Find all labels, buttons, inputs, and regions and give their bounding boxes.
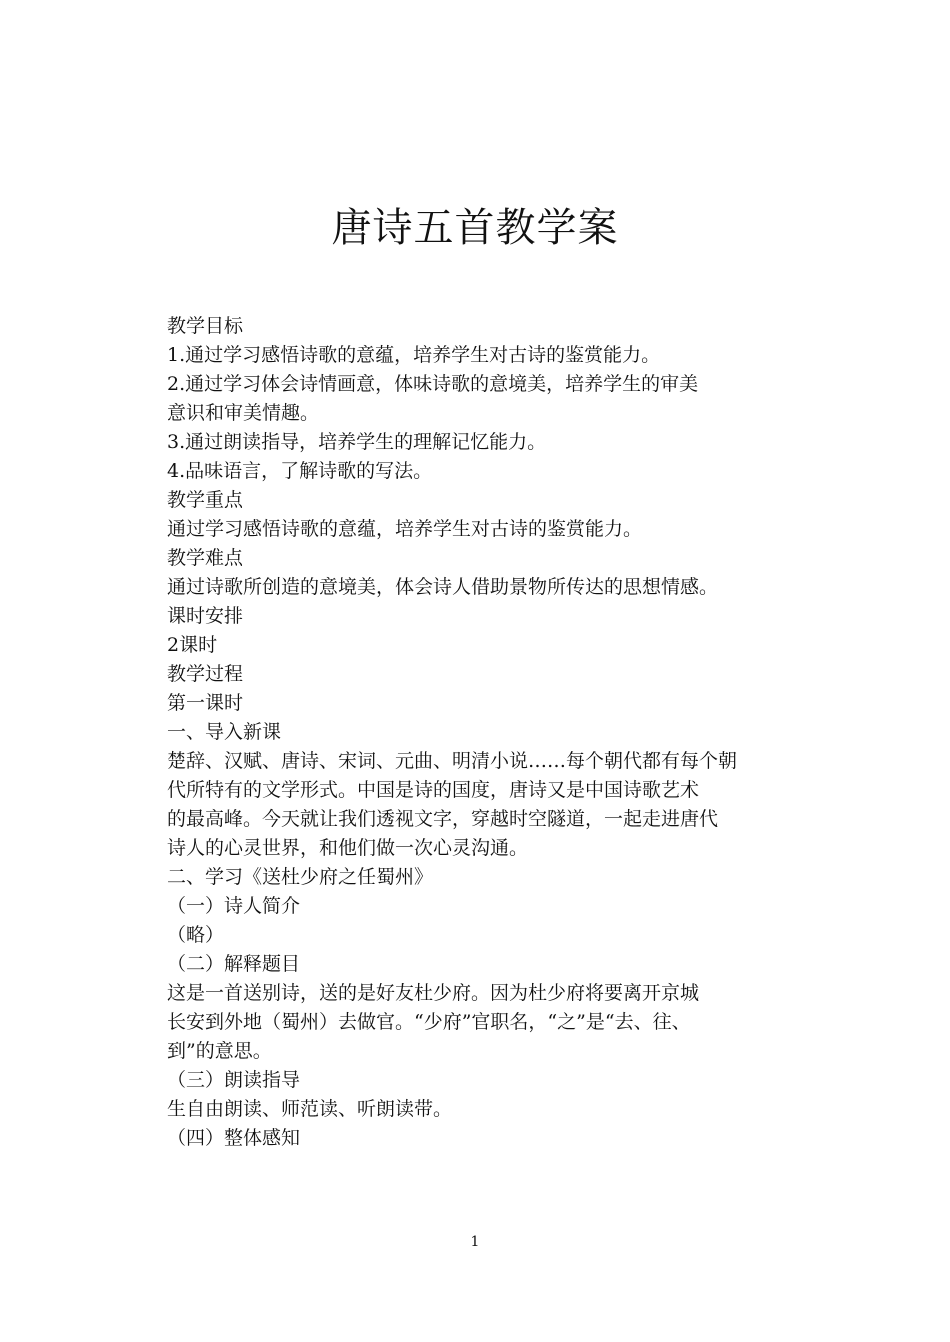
section-heading-objectives: 教学目标 (167, 315, 244, 337)
text-line: 第一课时 (167, 692, 244, 714)
document-title: 唐诗五首教学案 (331, 205, 619, 251)
text-line: 2.通过学习体会诗情画意，体味诗歌的意境美，培养学生的审美 (167, 373, 699, 395)
document-body (167, 312, 807, 1153)
text-line: 这是一首送别诗，送的是好友杜少府。因为杜少府将要离开京城 (167, 982, 700, 1004)
text-line: （略） (167, 924, 225, 946)
text-line: 诗人的心灵世界，和他们做一次心灵沟通。 (167, 837, 529, 859)
text-line: 代所特有的文学形式。中国是诗的国度，唐诗又是中国诗歌艺术 (167, 779, 700, 801)
text-line: （二）解释题目 (167, 953, 301, 975)
text-line: 一、导入新课 (167, 721, 282, 743)
text-line: （三）朗读指导 (167, 1069, 301, 1091)
section-heading-schedule: 课时安排 (167, 605, 244, 627)
page-number: 1 (470, 1234, 480, 1250)
text-line: 通过学习感悟诗歌的意蕴，培养学生对古诗的鉴赏能力。 (167, 518, 643, 540)
text-line: （四）整体感知 (167, 1127, 301, 1149)
text-line: 意识和审美情趣。 (167, 402, 320, 424)
text-line: 通过诗歌所创造的意境美，体会诗人借助景物所传达的思想情感。 (167, 576, 719, 598)
text-line: 的最高峰。今天就让我们透视文字，穿越时空隧道，一起走进唐代 (167, 808, 719, 830)
text-line: 3.通过朗读指导，培养学生的理解记忆能力。 (167, 431, 547, 453)
text-line: 1.通过学习感悟诗歌的意蕴，培养学生对古诗的鉴赏能力。 (167, 344, 661, 366)
text-line: 2课时 (167, 634, 218, 656)
text-line: 二、学习《送杜少府之任蜀州》 (167, 866, 434, 888)
text-line: （一）诗人简介 (167, 895, 301, 917)
section-heading-difficulties: 教学难点 (167, 547, 244, 569)
section-heading-key-points: 教学重点 (167, 489, 244, 511)
text-line: 4.品味语言，了解诗歌的写法。 (167, 460, 433, 482)
text-line: 生自由朗读、师范读、听朗读带。 (167, 1098, 453, 1120)
text-line: 到”的意思。 (167, 1040, 272, 1062)
text-line: 楚辞、汉赋、唐诗、宋词、元曲、明清小说……每个朝代都有每个朝 (167, 750, 738, 772)
text-line: 长安到外地（蜀州）去做官。“少府”官职名，“之”是“去、往、 (167, 1011, 691, 1033)
section-heading-process: 教学过程 (167, 663, 244, 685)
